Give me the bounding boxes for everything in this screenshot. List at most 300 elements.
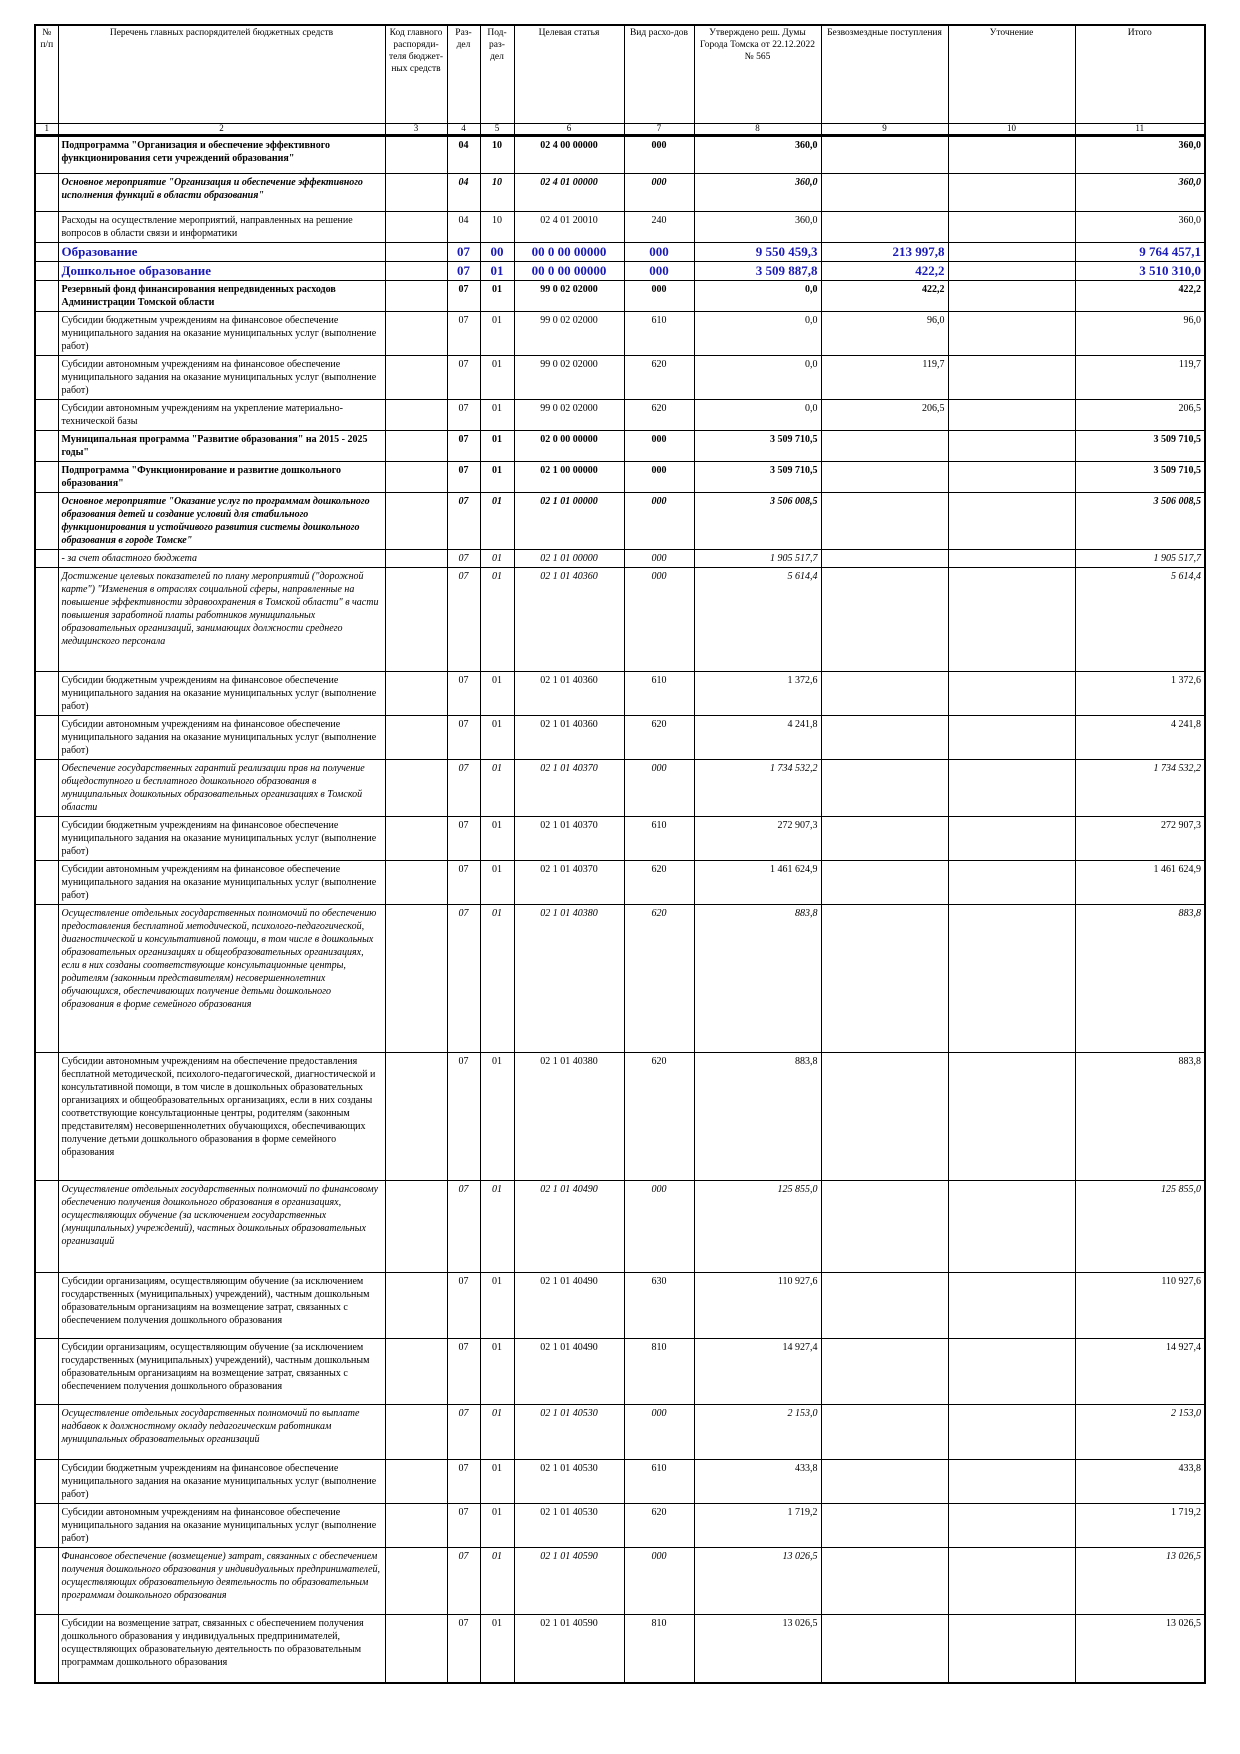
cell-subsection: 01 [480,550,514,568]
table-row [35,1181,1205,1273]
cell-subsection: 01 [480,1504,514,1548]
header-subsection: Под-раз-дел [480,25,514,123]
cell-approved: 3 509 710,5 [694,431,821,462]
cell-target: 02 1 01 00000 [514,493,624,550]
table-row [35,261,1205,280]
cell-expense-type: 000 [624,760,694,817]
cell-target: 02 1 00 00000 [514,462,624,493]
cell-total: 119,7 [1075,356,1205,400]
cell-name: Финансовое обеспечение (возмещение) затрат, связанных с обеспечением получения дошкольного образования у индивидуальных предпринимателей, осуществляющих образовательную деятельность по образовательным программам дошкольного образования [58,1548,385,1615]
table-row [35,550,1205,568]
cell-adjustment [948,1273,1075,1339]
cell-code [385,173,447,211]
cell-target: 02 1 01 40530 [514,1504,624,1548]
cell-section: 07 [447,400,480,431]
cell-subsection: 01 [480,568,514,672]
cell-name: Подпрограмма "Функционирование и развитие дошкольного образования" [58,462,385,493]
cell-expense-type: 000 [624,493,694,550]
cell-subsection: 01 [480,493,514,550]
cell-subsection: 10 [480,173,514,211]
cell-free-receipts [821,462,948,493]
cell-num [35,672,58,716]
cell-num [35,493,58,550]
col-number: 8 [694,123,821,135]
cell-num [35,135,58,173]
cell-code [385,817,447,861]
cell-free-receipts [821,493,948,550]
cell-expense-type: 000 [624,1405,694,1460]
cell-code [385,211,447,242]
cell-num [35,211,58,242]
table-row [35,672,1205,716]
cell-subsection: 01 [480,356,514,400]
cell-code [385,1548,447,1615]
cell-free-receipts [821,1053,948,1181]
cell-approved: 1 372,6 [694,672,821,716]
cell-total: 883,8 [1075,905,1205,1053]
cell-free-receipts: 422,2 [821,281,948,312]
cell-approved: 14 927,4 [694,1339,821,1405]
table-row [35,1339,1205,1405]
cell-subsection: 01 [480,1339,514,1405]
cell-num [35,242,58,261]
header-target: Целевая статья [514,25,624,123]
table-row [35,1405,1205,1460]
col-number: 5 [480,123,514,135]
cell-approved: 360,0 [694,211,821,242]
cell-target: 02 4 01 00000 [514,173,624,211]
cell-subsection: 01 [480,861,514,905]
cell-free-receipts [821,431,948,462]
cell-section: 04 [447,135,480,173]
table-row [35,462,1205,493]
cell-section: 07 [447,281,480,312]
cell-adjustment [948,760,1075,817]
col-number: 6 [514,123,624,135]
cell-approved: 125 855,0 [694,1181,821,1273]
cell-name: Муниципальная программа "Развитие образования" на 2015 - 2025 годы" [58,431,385,462]
cell-section: 07 [447,568,480,672]
cell-expense-type: 610 [624,1460,694,1504]
cell-code [385,493,447,550]
header-expense-type: Вид расхо-дов [624,25,694,123]
cell-section: 07 [447,1405,480,1460]
cell-expense-type: 000 [624,1181,694,1273]
cell-adjustment [948,672,1075,716]
cell-subsection: 01 [480,261,514,280]
col-number: 7 [624,123,694,135]
table-row [35,568,1205,672]
cell-free-receipts [821,1405,948,1460]
cell-approved: 13 026,5 [694,1548,821,1615]
cell-code [385,281,447,312]
cell-target: 99 0 02 02000 [514,312,624,356]
cell-free-receipts: 422,2 [821,261,948,280]
cell-approved: 9 550 459,3 [694,242,821,261]
cell-name: Субсидии организациям, осуществляющим обучение (за исключением государственных (муниципальных) учреждений), частным дошкольным образовательным организациям на возмещение затрат, связанных с обеспечением получения дошкольного образования [58,1339,385,1405]
cell-target: 02 1 01 40490 [514,1339,624,1405]
table-row [35,281,1205,312]
cell-approved: 360,0 [694,135,821,173]
table-row [35,173,1205,211]
cell-adjustment [948,400,1075,431]
cell-expense-type: 620 [624,1053,694,1181]
cell-approved: 1 734 532,2 [694,760,821,817]
cell-adjustment [948,861,1075,905]
cell-name: Осуществление отдельных государственных полномочий по финансовому обеспечению получения дошкольного образования в организациях, осуществляющих обучение (за исключением государственных (муниципальных) учреждений), частных дошкольных образовательных организаций [58,1181,385,1273]
cell-approved: 3 506 008,5 [694,493,821,550]
cell-expense-type: 000 [624,242,694,261]
col-number: 11 [1075,123,1205,135]
header-num: № п/п [35,25,58,123]
cell-num [35,356,58,400]
cell-free-receipts [821,861,948,905]
cell-adjustment [948,431,1075,462]
cell-num [35,312,58,356]
cell-target: 02 0 00 00000 [514,431,624,462]
cell-expense-type: 000 [624,462,694,493]
cell-free-receipts: 96,0 [821,312,948,356]
cell-expense-type: 610 [624,817,694,861]
cell-code [385,672,447,716]
table-body [35,135,1205,1683]
cell-adjustment [948,312,1075,356]
budget-table [34,24,1206,1684]
cell-approved: 3 509 710,5 [694,462,821,493]
cell-expense-type: 620 [624,861,694,905]
cell-free-receipts: 119,7 [821,356,948,400]
table-row [35,400,1205,431]
cell-free-receipts [821,1548,948,1615]
cell-total: 1 719,2 [1075,1504,1205,1548]
cell-expense-type: 000 [624,1548,694,1615]
cell-free-receipts [821,173,948,211]
cell-code [385,356,447,400]
cell-target: 02 4 01 20010 [514,211,624,242]
cell-name: Субсидии автономным учреждениям на финансовое обеспечение муниципального задания на оказание муниципальных услуг (выполнение работ) [58,356,385,400]
cell-adjustment [948,173,1075,211]
cell-adjustment [948,568,1075,672]
cell-free-receipts [821,1460,948,1504]
table-row [35,1273,1205,1339]
cell-adjustment [948,716,1075,760]
cell-name: Подпрограмма "Организация и обеспечение эффективного функционирования сети учреждений образования" [58,135,385,173]
cell-num [35,568,58,672]
cell-code [385,242,447,261]
cell-num [35,1053,58,1181]
header-name: Перечень главных распорядителей бюджетных средств [58,25,385,123]
cell-approved: 433,8 [694,1460,821,1504]
cell-num [35,1504,58,1548]
cell-name: Основное мероприятие "Оказание услуг по программам дошкольного образования детей и создание условий для стабильного функционирования и устойчивого развития системы дошкольного образования в городе Томске" [58,493,385,550]
cell-expense-type: 000 [624,568,694,672]
table-row [35,1615,1205,1683]
cell-name: Субсидии организациям, осуществляющим обучение (за исключением государственных (муниципальных) учреждений), частным дошкольным образовательным организациям на возмещение затрат, связанных с обеспечением получения дошкольного образования [58,1273,385,1339]
cell-total: 1 372,6 [1075,672,1205,716]
cell-adjustment [948,261,1075,280]
cell-name: Расходы на осуществление мероприятий, направленных на решение вопросов в области связи и информатики [58,211,385,242]
cell-expense-type: 620 [624,905,694,1053]
col-number: 10 [948,123,1075,135]
cell-total: 9 764 457,1 [1075,242,1205,261]
cell-num [35,261,58,280]
cell-num [35,1405,58,1460]
cell-target: 99 0 02 02000 [514,400,624,431]
table-row [35,242,1205,261]
cell-total: 3 506 008,5 [1075,493,1205,550]
cell-section: 07 [447,861,480,905]
cell-num [35,400,58,431]
header-total: Итого [1075,25,1205,123]
cell-total: 360,0 [1075,211,1205,242]
cell-total: 2 153,0 [1075,1405,1205,1460]
cell-approved: 13 026,5 [694,1615,821,1683]
cell-total: 3 509 710,5 [1075,431,1205,462]
cell-total: 125 855,0 [1075,1181,1205,1273]
cell-num [35,1460,58,1504]
cell-free-receipts: 206,5 [821,400,948,431]
cell-subsection: 01 [480,1181,514,1273]
cell-target: 02 1 01 40380 [514,1053,624,1181]
cell-target: 02 1 01 40590 [514,1615,624,1683]
cell-free-receipts [821,135,948,173]
cell-approved: 1 905 517,7 [694,550,821,568]
cell-section: 04 [447,173,480,211]
cell-target: 02 1 01 40490 [514,1181,624,1273]
cell-code [385,760,447,817]
cell-adjustment [948,462,1075,493]
cell-target: 02 1 01 40360 [514,672,624,716]
cell-adjustment [948,242,1075,261]
cell-total: 272 907,3 [1075,817,1205,861]
cell-num [35,905,58,1053]
col-number: 3 [385,123,447,135]
cell-num [35,760,58,817]
cell-target: 02 1 01 40530 [514,1460,624,1504]
cell-num [35,550,58,568]
cell-approved: 0,0 [694,281,821,312]
cell-total: 422,2 [1075,281,1205,312]
cell-approved: 1 719,2 [694,1504,821,1548]
cell-num [35,817,58,861]
cell-adjustment [948,1181,1075,1273]
cell-name: Достижение целевых показателей по плану мероприятий ("дорожной карте") "Изменения в отраслях социальной сферы, направленные на повышение эффективности здравоохранения в Томской области" в части повышения заработной платы работников муниципальных образовательных организаций, занимающих должности среднего медицинского персонала [58,568,385,672]
cell-expense-type: 620 [624,400,694,431]
cell-adjustment [948,211,1075,242]
cell-total: 13 026,5 [1075,1548,1205,1615]
cell-code [385,1460,447,1504]
cell-target: 02 4 00 00000 [514,135,624,173]
cell-target: 99 0 02 02000 [514,356,624,400]
cell-subsection: 01 [480,1053,514,1181]
cell-adjustment [948,817,1075,861]
cell-code [385,568,447,672]
cell-section: 07 [447,431,480,462]
cell-target: 99 0 02 02000 [514,281,624,312]
cell-code [385,1181,447,1273]
cell-num [35,1181,58,1273]
cell-section: 07 [447,312,480,356]
cell-subsection: 01 [480,1615,514,1683]
table-header [35,25,1205,123]
table-row [35,760,1205,817]
cell-section: 07 [447,1273,480,1339]
cell-adjustment [948,905,1075,1053]
cell-approved: 4 241,8 [694,716,821,760]
cell-total: 360,0 [1075,173,1205,211]
cell-num [35,1615,58,1683]
cell-code [385,312,447,356]
cell-name: Субсидии автономным учреждениям на обеспечение предоставления бесплатной методической, психолого-педагогической, диагностической и консультативной помощи, в том числе в дошкольных образовательных организациях и общеобразовательных организациях, если в них созданы соответствующие консультационные центры, родителям (законным представителям) несовершеннолетних обучающихся, обеспечивающих получение детьми дошкольного образования в форме семейного образования [58,1053,385,1181]
cell-expense-type: 000 [624,281,694,312]
cell-approved: 1 461 624,9 [694,861,821,905]
cell-target: 02 1 01 40490 [514,1273,624,1339]
cell-total: 3 510 310,0 [1075,261,1205,280]
header-approved: Утверждено реш. Думы Города Томска от 22.12.2022 № 565 [694,25,821,123]
cell-total: 13 026,5 [1075,1615,1205,1683]
cell-total: 1 461 624,9 [1075,861,1205,905]
cell-name: Субсидии на возмещение затрат, связанных с обеспечением получения дошкольного образования у индивидуальных предпринимателей, осуществляющих образовательную деятельность по образовательным программам дошкольного образования [58,1615,385,1683]
table-row [35,211,1205,242]
cell-approved: 883,8 [694,905,821,1053]
cell-subsection: 10 [480,211,514,242]
cell-adjustment [948,1405,1075,1460]
cell-free-receipts [821,550,948,568]
cell-total: 360,0 [1075,135,1205,173]
cell-approved: 2 153,0 [694,1405,821,1460]
cell-code [385,1273,447,1339]
cell-code [385,431,447,462]
cell-name: Субсидии бюджетным учреждениям на финансовое обеспечение муниципального задания на оказание муниципальных услуг (выполнение работ) [58,672,385,716]
cell-name: Осуществление отдельных государственных полномочий по выплате надбавок к должностному окладу педагогическим работникам муниципальных образовательных организаций [58,1405,385,1460]
header-section: Раз-дел [447,25,480,123]
cell-code [385,400,447,431]
cell-section: 07 [447,1615,480,1683]
cell-section: 04 [447,211,480,242]
cell-section: 07 [447,1181,480,1273]
cell-num [35,716,58,760]
cell-subsection: 01 [480,462,514,493]
cell-section: 07 [447,261,480,280]
cell-total: 1 905 517,7 [1075,550,1205,568]
cell-subsection: 01 [480,400,514,431]
cell-code [385,261,447,280]
cell-total: 883,8 [1075,1053,1205,1181]
cell-total: 3 509 710,5 [1075,462,1205,493]
cell-section: 07 [447,242,480,261]
header-code: Код главного распоряди-теля бюджет-ных средств [385,25,447,123]
cell-subsection: 00 [480,242,514,261]
cell-approved: 883,8 [694,1053,821,1181]
cell-free-receipts [821,211,948,242]
cell-approved: 360,0 [694,173,821,211]
cell-name: Дошкольное образование [58,261,385,280]
cell-approved: 272 907,3 [694,817,821,861]
table-row [35,1548,1205,1615]
cell-approved: 110 927,6 [694,1273,821,1339]
cell-adjustment [948,1339,1075,1405]
cell-subsection: 01 [480,905,514,1053]
cell-subsection: 01 [480,312,514,356]
table-row [35,817,1205,861]
cell-total: 433,8 [1075,1460,1205,1504]
cell-adjustment [948,493,1075,550]
cell-subsection: 01 [480,760,514,817]
cell-expense-type: 620 [624,716,694,760]
cell-name: Субсидии бюджетным учреждениям на финансовое обеспечение муниципального задания на оказание муниципальных услуг (выполнение работ) [58,312,385,356]
cell-total: 1 734 532,2 [1075,760,1205,817]
cell-num [35,1548,58,1615]
table-row [35,716,1205,760]
cell-name: Субсидии бюджетным учреждениям на финансовое обеспечение муниципального задания на оказание муниципальных услуг (выполнение работ) [58,1460,385,1504]
cell-adjustment [948,1615,1075,1683]
cell-target: 00 0 00 00000 [514,242,624,261]
header-adjustment: Уточнение [948,25,1075,123]
cell-section: 07 [447,1548,480,1615]
cell-free-receipts [821,905,948,1053]
cell-section: 07 [447,550,480,568]
cell-approved: 3 509 887,8 [694,261,821,280]
cell-expense-type: 630 [624,1273,694,1339]
cell-section: 07 [447,716,480,760]
cell-name: Образование [58,242,385,261]
cell-subsection: 01 [480,672,514,716]
header-free-receipts: Безвозмездные поступления [821,25,948,123]
cell-section: 07 [447,493,480,550]
cell-total: 110 927,6 [1075,1273,1205,1339]
cell-expense-type: 610 [624,672,694,716]
cell-free-receipts [821,1504,948,1548]
table-row [35,135,1205,173]
cell-num [35,1273,58,1339]
cell-approved: 0,0 [694,400,821,431]
cell-name: Субсидии автономным учреждениям на финансовое обеспечение муниципального задания на оказание муниципальных услуг (выполнение работ) [58,1504,385,1548]
cell-subsection: 01 [480,431,514,462]
col-number: 9 [821,123,948,135]
cell-target: 02 1 01 40360 [514,716,624,760]
cell-free-receipts [821,716,948,760]
cell-approved: 0,0 [694,312,821,356]
cell-free-receipts [821,1615,948,1683]
cell-name: Осуществление отдельных государственных полномочий по обеспечению предоставления бесплатной методической, психолого-педагогической, диагностической и консультативной помощи, в том числе в дошкольных образовательных организациях и общеобразовательных организациях, если в них созданы соответствующие консультационные центры, родителям (законным представителям) несовершеннолетних обучающихся, обеспечивающих получение детьми дошкольного образования в форме семейного образования [58,905,385,1053]
cell-subsection: 01 [480,1273,514,1339]
cell-subsection: 01 [480,817,514,861]
cell-num [35,431,58,462]
cell-section: 07 [447,905,480,1053]
cell-section: 07 [447,1460,480,1504]
cell-code [385,550,447,568]
cell-code [385,905,447,1053]
col-number: 4 [447,123,480,135]
cell-adjustment [948,135,1075,173]
cell-subsection: 01 [480,716,514,760]
table-row [35,356,1205,400]
cell-total: 14 927,4 [1075,1339,1205,1405]
col-number: 2 [58,123,385,135]
table-row [35,431,1205,462]
cell-subsection: 01 [480,1405,514,1460]
cell-section: 07 [447,356,480,400]
cell-target: 02 1 01 40370 [514,817,624,861]
cell-section: 07 [447,462,480,493]
table-row [35,493,1205,550]
cell-approved: 0,0 [694,356,821,400]
cell-num [35,462,58,493]
cell-name: Субсидии автономным учреждениям на финансовое обеспечение муниципального задания на оказание муниципальных услуг (выполнение работ) [58,861,385,905]
cell-subsection: 01 [480,281,514,312]
cell-code [385,861,447,905]
table-row [35,1053,1205,1181]
